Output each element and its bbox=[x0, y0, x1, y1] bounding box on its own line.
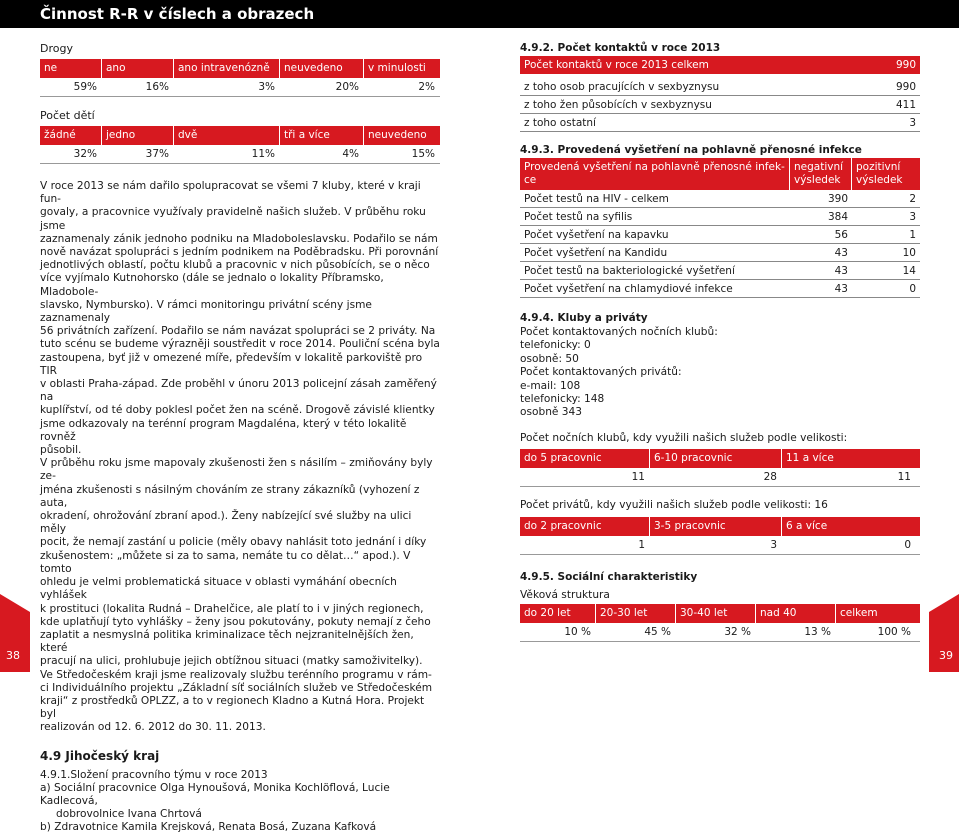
head-line: Provedená vyšetření na pohlavně přenosné infek- bbox=[524, 161, 785, 173]
privaty-label: Počet privátů, kdy využili našich služeb podle velikosti: 16 bbox=[520, 499, 828, 512]
deti-v1: 37% bbox=[102, 145, 174, 163]
socialni-v2: 32 % bbox=[676, 623, 756, 641]
row-label: z toho ostatní bbox=[524, 117, 596, 129]
privaty-h1: 3-5 pracovnic bbox=[650, 517, 782, 536]
head-line: výsledek bbox=[856, 174, 903, 186]
kluby-line: osobně: 50 bbox=[520, 352, 579, 365]
team-list bbox=[40, 769, 440, 835]
page-title: Činnost R-R v číslech a obrazech bbox=[40, 5, 315, 23]
para-line: Ve Středočeském kraji jsme realizovaly službu terénního programu v rám- bbox=[40, 668, 432, 681]
socialni-h0: do 20 let bbox=[520, 604, 596, 623]
para-line: v oblasti Praha-západ. Zde proběhl v únoru 2013 policejní zásah zaměřený na bbox=[40, 378, 437, 404]
row-neg: 43 bbox=[834, 247, 848, 259]
para-line: ohledu je velmi problematická situace v oblasti vymáhání obecních vyhlášek bbox=[40, 576, 397, 602]
para-line: zaznamenaly zánik jednoho podniku na Mladoboleslavsku. Podařilo se nám bbox=[40, 232, 438, 245]
row-label: Počet testů na HIV - celkem bbox=[524, 193, 669, 205]
list-line: a) Sociální pracovnice Olga Hynoušová, Monika Kochlöflová, Lucie Kadlecová, bbox=[40, 781, 390, 807]
drogy-v2: 3% bbox=[174, 78, 280, 96]
drogy-value-row bbox=[40, 78, 440, 97]
para-line: kraji“ z prostředků OPLZZ, a to v regionech Kladno a Kutná Hora. Projekt byl bbox=[40, 694, 425, 721]
socialni-v0: 10 % bbox=[520, 623, 596, 641]
left-column bbox=[40, 42, 440, 835]
kontakty-heading: 4.9.2. Počet kontaktů v roce 2013 bbox=[520, 42, 721, 54]
kontakty-total-label: Počet kontaktů v roce 2013 celkem bbox=[524, 59, 709, 71]
page-number-left-text: 38 bbox=[6, 649, 20, 662]
row-label: z toho žen působících v sexbyznysu bbox=[524, 99, 712, 111]
row-neg: 384 bbox=[827, 211, 848, 223]
para-line: jednotlivých oblastí, počtu klubů a pracovnic v nich působících, se o něco bbox=[40, 259, 430, 272]
kluby-line: telefonicky: 148 bbox=[520, 393, 605, 406]
para-line: okradení, ohrožování zbraní apod.). Ženy nabízející své služby na ulici měly bbox=[40, 510, 412, 536]
page-number-right-text: 39 bbox=[939, 649, 953, 662]
nocni-v1: 28 bbox=[650, 468, 782, 486]
deti-h2: dvě bbox=[174, 126, 280, 145]
table-row bbox=[520, 280, 920, 298]
kluby-line: Počet kontaktovaných privátů: bbox=[520, 366, 682, 379]
kluby-line: telefonicky: 0 bbox=[520, 339, 591, 352]
socialni-label: Věková struktura bbox=[520, 588, 610, 601]
row-pos: 2 bbox=[909, 193, 916, 205]
nocni-label: Počet nočních klubů, kdy využili našich služeb podle velikosti: bbox=[520, 431, 848, 444]
row-neg: 390 bbox=[827, 193, 848, 205]
para-line: slavsko, Nymbursko). V rámci monitoringu privátní scény jsme zaznamenaly bbox=[40, 298, 372, 325]
head-line: pozitivní bbox=[856, 161, 901, 173]
row-pos: 3 bbox=[909, 211, 916, 223]
socialni-v3: 13 % bbox=[756, 623, 836, 641]
deti-v0: 32% bbox=[40, 145, 102, 163]
para-line: V roce 2013 se nám dařilo spolupracovat se všemi 7 kluby, které v kraji fun- bbox=[40, 180, 421, 206]
kluby-line: Počet kontaktovaných nočních klubů: bbox=[520, 326, 718, 338]
para-line: pracují na ulici, prohlubuje jejich obtížnou situaci (matky samoživitelky). bbox=[40, 655, 423, 668]
deti-value-row bbox=[40, 145, 440, 164]
para-line: zkušenostem: „můžete si za to sama, nemáte tu co dělat…“ apod.). V tomto bbox=[40, 549, 411, 575]
table-row bbox=[520, 262, 920, 280]
nocni-v2: 11 bbox=[782, 468, 916, 486]
para-line: tuto scénu se budeme výrazněji soustředit v roce 2014. Pouliční scéna byla bbox=[40, 338, 440, 351]
nocni-header-row bbox=[520, 449, 920, 468]
kontakty-total-row bbox=[520, 56, 920, 74]
privaty-h2: 6 a více bbox=[786, 519, 828, 532]
list-line: 4.9.1.Složení pracovního týmu v roce 2013 bbox=[40, 768, 268, 781]
socialni-h4: celkem bbox=[840, 607, 878, 620]
row-value: 3 bbox=[909, 117, 916, 129]
privaty-v0: 1 bbox=[520, 536, 650, 554]
socialni-h2: 30-40 let bbox=[676, 604, 756, 623]
list-line: dobrovolnice Ivana Chrtová bbox=[56, 808, 202, 821]
para-line: kde uplatňují tyto vyhlášky – ženy jsou pokutovány, pokuty nemají z čeho bbox=[40, 615, 431, 628]
drogy-h2: ano intravenózně bbox=[174, 59, 280, 78]
table-row bbox=[520, 226, 920, 244]
nocni-h0: do 5 pracovnic bbox=[520, 449, 650, 468]
kluby-heading: 4.9.4. Kluby a priváty bbox=[520, 312, 648, 324]
row-pos: 1 bbox=[909, 229, 916, 241]
drogy-v3: 20% bbox=[280, 78, 364, 96]
section-title: 4.9 Jihočeský kraj bbox=[40, 748, 160, 763]
head-line: výsledek bbox=[794, 174, 841, 186]
row-value: 411 bbox=[895, 99, 916, 111]
privaty-value-row bbox=[520, 536, 920, 555]
vysetreni-head-label bbox=[520, 158, 790, 190]
para-line: k prostituci (lokalita Rudná – Drahelčice, ale platí to i v jiných regionech, bbox=[40, 602, 424, 615]
vysetreni-heading: 4.9.3. Provedená vyšetření na pohlavně přenosné infekce bbox=[520, 144, 862, 156]
privaty-v2: 0 bbox=[782, 536, 916, 554]
row-label: Počet vyšetření na chlamydiové infekce bbox=[524, 283, 733, 295]
deti-v4: 15% bbox=[364, 145, 440, 163]
nocni-h1: 6-10 pracovnic bbox=[650, 449, 782, 468]
socialni-h3: nad 40 bbox=[756, 604, 836, 623]
head-line: ce bbox=[524, 174, 537, 186]
kluby-line: osobně 343 bbox=[520, 406, 583, 419]
drogy-v4: 2% bbox=[364, 78, 440, 96]
para-line: jsme odkazovaly na terénní program Magdaléna, který v této lokalitě rovněž bbox=[40, 417, 407, 443]
row-pos: 0 bbox=[909, 283, 916, 295]
para-line: 56 privátních zařízení. Podařilo se nám navázat spolupráci se 2 priváty. Na bbox=[40, 325, 436, 338]
socialni-heading: 4.9.5. Sociální charakteristiky bbox=[520, 570, 698, 583]
drogy-h1: ano bbox=[102, 59, 174, 78]
head-line: negativní bbox=[794, 161, 844, 173]
para-line: zaplatit a nesmyslná politika kriminalizace těch nejzranitelnějších žen, které bbox=[40, 628, 414, 655]
page-header bbox=[0, 0, 959, 28]
kontakty-total-value: 990 bbox=[895, 59, 916, 71]
row-label: z toho osob pracujících v sexbyznysu bbox=[524, 81, 720, 93]
nocni-h2: 11 a více bbox=[786, 452, 834, 465]
drogy-h3: neuvedeno bbox=[280, 59, 364, 78]
page-number-left bbox=[0, 612, 30, 672]
page-number-right bbox=[929, 612, 959, 672]
deti-h1: jedno bbox=[102, 126, 174, 145]
para-line: kuplířství, od té doby poklesl počet žen na scéně. Drogově závislé klientky bbox=[40, 404, 435, 417]
deti-label: Počet dětí bbox=[40, 109, 95, 122]
socialni-v4: 100 % bbox=[836, 623, 916, 641]
privaty-header-row bbox=[520, 517, 920, 536]
vysetreni-header-row bbox=[520, 158, 920, 190]
drogy-header-row bbox=[40, 59, 440, 78]
body-paragraph bbox=[40, 180, 440, 735]
privaty-v1: 3 bbox=[650, 536, 782, 554]
vysetreni-head-pos bbox=[852, 158, 920, 190]
row-neg: 43 bbox=[834, 283, 848, 295]
row-neg: 56 bbox=[834, 229, 848, 241]
nocni-value-row bbox=[520, 468, 920, 487]
table-row bbox=[520, 208, 920, 226]
deti-h3: tři a více bbox=[280, 126, 364, 145]
para-line: zastoupena, byť již v omezené míře, především v lokalitě parkoviště pro TIR bbox=[40, 351, 423, 377]
drogy-label: Drogy bbox=[40, 42, 73, 55]
table-row bbox=[520, 244, 920, 262]
socialni-h1: 20-30 let bbox=[596, 604, 676, 623]
drogy-v0: 59% bbox=[40, 78, 102, 96]
kluby-list bbox=[520, 326, 920, 420]
vysetreni-head-neg bbox=[790, 158, 852, 190]
nocni-v0: 11 bbox=[520, 468, 650, 486]
deti-header-row bbox=[40, 126, 440, 145]
deti-h0: žádné bbox=[40, 126, 102, 145]
drogy-h4: v minulosti bbox=[368, 62, 426, 74]
para-line: V průběhu roku jsme mapovaly zkušenosti žen s násilím – zmiňovány byly ze- bbox=[40, 457, 433, 483]
socialni-v1: 45 % bbox=[596, 623, 676, 641]
row-pos: 10 bbox=[902, 247, 916, 259]
kluby-line: e-mail: 108 bbox=[520, 379, 581, 392]
para-line: realizován od 12. 6. 2012 do 30. 11. 2013. bbox=[40, 721, 266, 734]
deti-h4: neuvedeno bbox=[368, 129, 427, 141]
para-line: govaly, a pracovnice využívaly pravidelně našich služeb. V průběhu roku jsme bbox=[40, 206, 426, 232]
para-line: ci Individuálního projektu „Základní síť sociálních služeb ve Středočeském bbox=[40, 681, 433, 694]
privaty-h0: do 2 pracovnic bbox=[520, 517, 650, 536]
deti-v3: 4% bbox=[280, 145, 364, 163]
row-label: Počet vyšetření na Kandidu bbox=[524, 247, 668, 259]
socialni-header-row bbox=[520, 604, 920, 623]
right-column bbox=[520, 42, 920, 642]
row-neg: 43 bbox=[834, 265, 848, 277]
para-line: jména zkušenosti s násilným chováním ze strany zákazníků (vyhození z auta, bbox=[40, 483, 420, 509]
row-value: 990 bbox=[895, 81, 916, 93]
socialni-value-row bbox=[520, 623, 920, 642]
drogy-h0: ne bbox=[40, 59, 102, 78]
para-line: nově navázat spolupráci s jedním podnikem na Poděbradsku. Při porovnání bbox=[40, 246, 439, 259]
table-row bbox=[520, 114, 920, 132]
list-line: b) Zdravotnice Kamila Krejsková, Renata Bosá, Zuzana Kafková bbox=[40, 821, 377, 834]
table-row bbox=[520, 78, 920, 96]
deti-v2: 11% bbox=[174, 145, 280, 163]
row-label: Počet testů na syfilis bbox=[524, 211, 633, 223]
para-line: pocit, že nemají zastání u policie (měly obavy nahlásit toto jednání i díky bbox=[40, 536, 427, 549]
para-line: více vyjímalo Kutnohorsko (dále se jednalo o lokality Příbramsko, Mladobole- bbox=[40, 272, 384, 298]
table-row bbox=[520, 96, 920, 114]
row-label: Počet testů na bakteriologické vyšetření bbox=[524, 265, 735, 277]
row-pos: 14 bbox=[902, 265, 916, 277]
row-label: Počet vyšetření na kapavku bbox=[524, 229, 669, 241]
table-row bbox=[520, 190, 920, 208]
drogy-v1: 16% bbox=[102, 78, 174, 96]
para-line: působil. bbox=[40, 444, 82, 457]
